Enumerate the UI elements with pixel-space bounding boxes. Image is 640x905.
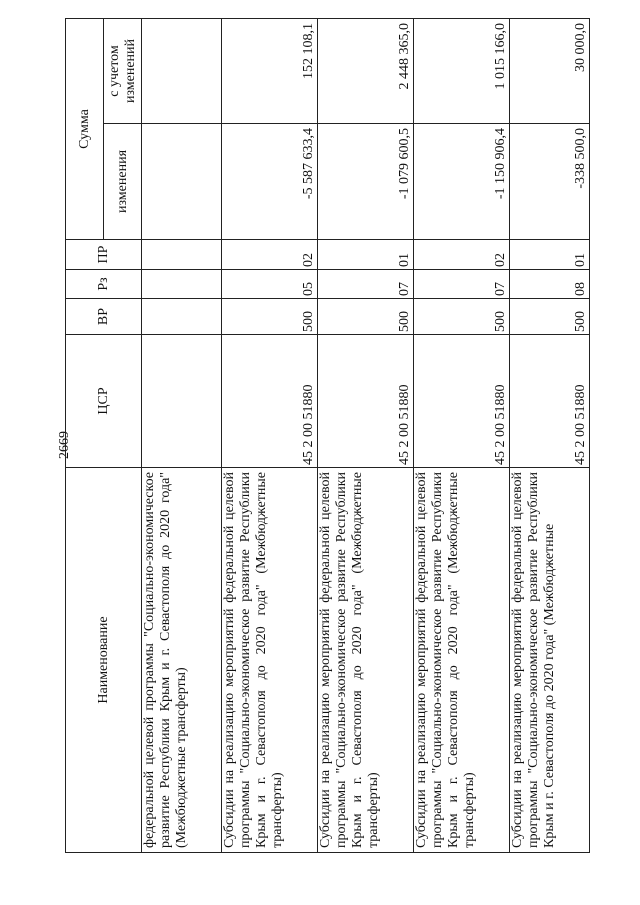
row-rz: 05 — [222, 270, 318, 299]
table-row — [510, 19, 590, 853]
row-name: Субсидии на реализацию мероприятий федеральной целевой программы "Социально-экономическое развитие Республики Крым и г. Севастополя до 2020 года" (Межбюджетные трансферты) — [222, 468, 318, 853]
row-changes — [142, 124, 222, 240]
row-rz: 07 — [414, 270, 510, 299]
header-sum: Сумма — [66, 19, 104, 240]
row-vr: 500 — [510, 299, 590, 335]
row-total: 1 015 166,0 — [414, 19, 510, 124]
table-row — [222, 19, 318, 853]
budget-table — [65, 18, 590, 853]
header-with-changes: с учетом изменений — [104, 19, 142, 124]
row-csr: 45 2 00 51880 — [510, 335, 590, 468]
row-vr: 500 — [414, 299, 510, 335]
header-pr: ПР — [66, 240, 142, 270]
row-pr: 02 — [222, 240, 318, 270]
row-csr: 45 2 00 51880 — [414, 335, 510, 468]
header-csr: ЦСР — [66, 335, 142, 468]
row-vr: 500 — [318, 299, 414, 335]
header-vr: ВР — [66, 299, 142, 335]
row-vr: 500 — [222, 299, 318, 335]
header-name: Наименование — [66, 468, 142, 853]
row-name: Субсидии на реализацию мероприятий федеральной целевой программы "Социально-экономическое развитие Республики Крым и г. Севастополя до 2020 года" (Межбюджетные трансферты) — [414, 468, 510, 853]
row-pr: 01 — [510, 240, 590, 270]
row-total: 2 448 365,0 — [318, 19, 414, 124]
row-pr: 02 — [414, 240, 510, 270]
row-changes: -5 587 633,4 — [222, 124, 318, 240]
row-name: Субсидии на реализацию мероприятий федеральной целевой программы "Социально-экономическое развитие Республики Крым и г. Севастополя до 2020 года" (Межбюджетные — [510, 468, 590, 853]
row-csr: 45 2 00 51880 — [222, 335, 318, 468]
row-total: 30 000,0 — [510, 19, 590, 124]
row-changes: -1 079 600,5 — [318, 124, 414, 240]
row-name: федеральной целевой программы "Социально-экономическое развитие Республики Крым и г. Севастополя до 2020 года" (Межбюджетные трансферты) — [142, 468, 222, 853]
row-vr — [142, 299, 222, 335]
row-total — [142, 19, 222, 124]
page-number: 2669 — [57, 431, 72, 459]
row-csr: 45 2 00 51880 — [318, 335, 414, 468]
table-row — [414, 19, 510, 853]
row-changes: -1 150 906,4 — [414, 124, 510, 240]
row-total: 152 108,1 — [222, 19, 318, 124]
row-csr — [142, 335, 222, 468]
table-row — [318, 19, 414, 853]
row-pr — [142, 240, 222, 270]
header-changes: изменения — [104, 124, 142, 240]
row-name: Субсидии на реализацию мероприятий федеральной целевой программы "Социально-экономическое развитие Республики Крым и г. Севастополя до 2020 года" (Межбюджетные трансферты) — [318, 468, 414, 853]
header-rz: Рз — [66, 270, 142, 299]
row-rz: 07 — [318, 270, 414, 299]
row-changes: -338 500,0 — [510, 124, 590, 240]
row-rz — [142, 270, 222, 299]
row-pr: 01 — [318, 240, 414, 270]
row-rz: 08 — [510, 270, 590, 299]
table-row — [142, 19, 222, 853]
